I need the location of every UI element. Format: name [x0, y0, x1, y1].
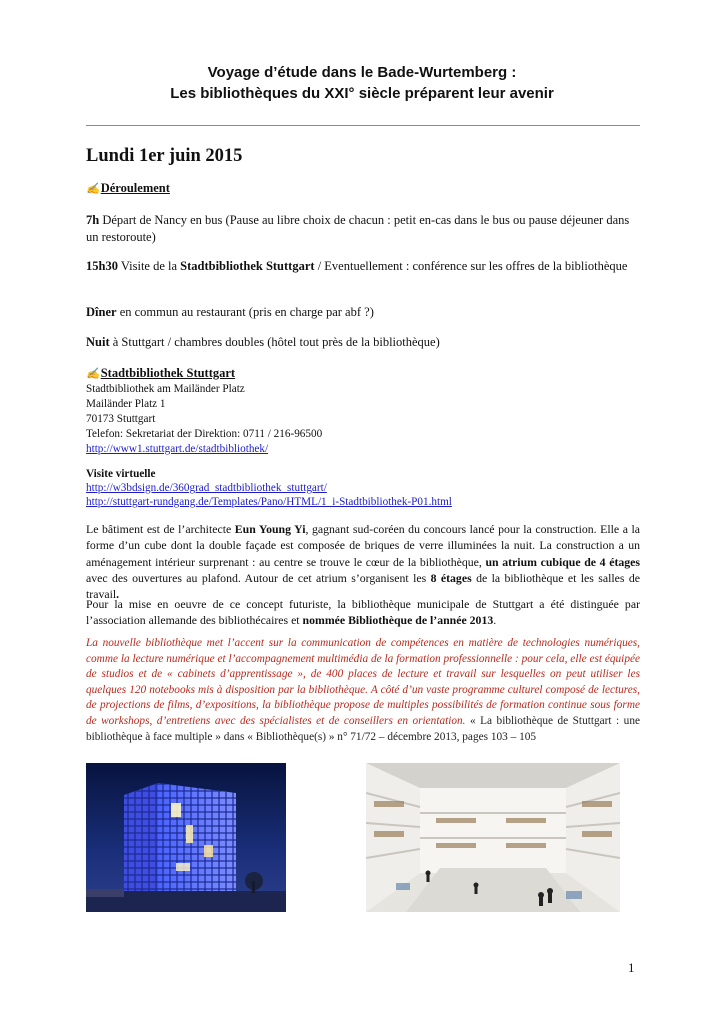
section-deroulement-label: Déroulement — [100, 181, 170, 195]
schedule-text: en commun au restaurant (pris en charge par abf ?) — [116, 305, 374, 319]
address-line: Stadtbibliothek am Mailänder Platz — [86, 383, 245, 395]
library-interior-photo — [366, 763, 620, 912]
schedule-item-departure — [86, 212, 640, 246]
schedule-item-visit — [86, 258, 640, 275]
library-address — [86, 382, 322, 457]
schedule-time: 15h30 — [86, 259, 118, 273]
virtual-visit-link-2[interactable]: http://stuttgart-rundgang.de/Templates/Pano/HTML/1_i-Stadtbibliothek-P01.html — [86, 496, 452, 508]
library-exterior-photo — [86, 763, 286, 912]
virtual-visit-link-1[interactable]: http://w3bdsign.de/360grad_stadtbibliothek_stuttgart/ — [86, 482, 327, 494]
paragraph-architecture: Le bâtiment est de l’architecte Eun Young Yi, gagnant sud-coréen du concours lancé pour la construction. Elle a la forme d’un cube dont la double façade est composée de briques de verre illuminées la nuit. La construction a un aménagement intérieur surprenant : au centre se trouve le cœur de la bibliothèque, un atrium cubique de 4 étages avec des ouvertures au plafond. Autour de cet atrium s’organisent les 8 étages de la bibliothèque et les salles de travail. — [86, 522, 641, 602]
schedule-item-dinner — [86, 304, 640, 321]
title-line-1: Voyage d’étude dans le Bade-Wurtemberg : — [207, 64, 517, 81]
virtual-visit-heading: Visite virtuelle — [86, 468, 156, 480]
award-title: nommée Bibliothèque de l’année 2013 — [302, 613, 494, 628]
section-library-heading — [86, 366, 235, 381]
library-website-link[interactable]: http://www1.stuttgart.de/stadtbibliothek/ — [86, 443, 269, 455]
schedule-time: Dîner — [86, 305, 117, 319]
quoted-excerpt — [86, 636, 640, 745]
pencil-icon: ✍ — [86, 368, 100, 380]
schedule-text: / Eventuellement : conférence sur les offres de la bibliothèque — [314, 259, 628, 273]
page-number: 1 — [628, 960, 635, 975]
schedule-text: Départ de Nancy en bus (Pause au libre choix de chacun : petit en-cas dans le bus ou pause déjeuner dans un restoroute) — [86, 213, 630, 244]
pencil-icon: ✍ — [86, 183, 100, 195]
quote-text: La nouvelle bibliothèque met l’accent sur la communication de compétences en matière de technologies numériques, comme la lecture numérique et l’accompagnement multimédia de la formation professionnelle : pour cela, elle est équipée de studios et de « cabinets d’apprentissage », de 400 places de lecture et travail sur lesquelles on peut utiliser les quelques 120 notebooks mis à disposition par la bibliothèque. A côté d’un vaste programme culturel composé de lectures, de projections de films, d’expositions, la bibliothèque propose de multiples possibilités de formation continue sous forme de workshops, d’entretiens avec des spécialistes et de conseillers en orientation. — [86, 637, 640, 727]
address-line: Telefon: Sekretariat der Direktion: 0711 / 216-96500 — [86, 428, 323, 440]
schedule-item-night — [86, 334, 640, 351]
horizontal-rule — [86, 125, 640, 126]
architect-name: Eun Young Yi — [234, 522, 306, 536]
day-heading: Lundi 1er juin 2015 — [86, 146, 243, 166]
schedule-time: 7h — [86, 213, 100, 227]
address-line: Mailänder Platz 1 — [86, 398, 166, 410]
document-title — [0, 62, 724, 104]
schedule-text: à Stuttgart / chambres doubles (hôtel tout près de la bibliothèque) — [109, 335, 440, 349]
section-deroulement-heading — [86, 181, 170, 196]
schedule-library-name: Stadtbibliothek Stuttgart — [180, 259, 315, 273]
virtual-visit-block — [86, 467, 452, 509]
quote-source: « La bibliothèque de Stuttgart : une bibliothèque à face multiple » dans « Bibliothèque(s) » n° 71/72 – décembre 2013, pages 103 – 105 — [86, 714, 640, 743]
address-line: 70173 Stuttgart — [86, 413, 156, 425]
section-library-label: Stadtbibliothek Stuttgart — [100, 366, 236, 380]
paragraph-award: Pour la mise en oeuvre de ce concept futuriste, la bibliothèque municipale de Stuttgart a été distinguée par l’association allemande des bibliothécaires et nommée Bibliothèque de l’année 2013. — [86, 597, 640, 628]
title-line-2: Les bibliothèques du XXI° siècle préparent leur avenir — [170, 85, 554, 102]
schedule-text: Visite de la — [117, 259, 181, 273]
schedule-time: Nuit — [86, 335, 110, 349]
